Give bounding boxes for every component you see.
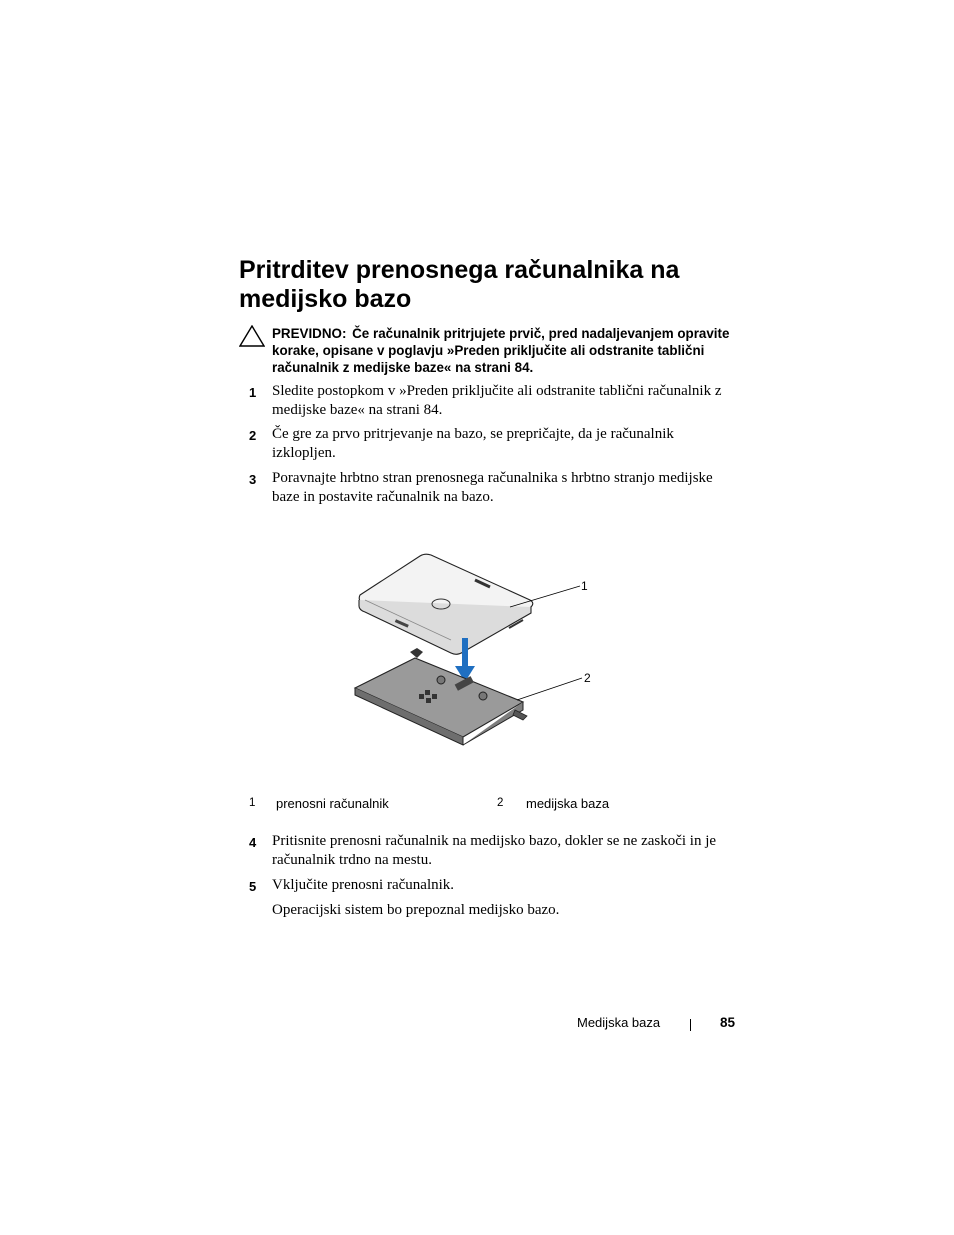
caution-label: PREVIDNO: <box>272 326 347 341</box>
docking-illustration <box>345 540 605 770</box>
legend-number: 2 <box>497 797 504 809</box>
caution-text <box>272 325 742 376</box>
step-number: 2 <box>249 428 257 443</box>
step-number: 5 <box>249 879 257 894</box>
caution-body: Če računalnik pritrjujete prvič, pred nadaljevanjem opravite korake, opisane v poglavju »Preden priključite ali odstranite tablični računalnik z medijske baze« na strani 84. <box>272 326 730 375</box>
step-text: Sledite postopkom v »Preden priključite ali odstranite tablični računalnik z medijske baze« na strani 84. <box>272 383 722 418</box>
footer-separator <box>690 1019 691 1031</box>
step-number: 3 <box>249 472 257 487</box>
page-number: 85 <box>720 1015 736 1030</box>
callout-2: 2 <box>584 671 591 685</box>
footer-section: Medijska baza <box>577 1015 661 1030</box>
step-text: Če gre za prvo pritrjevanje na bazo, se prepričajte, da je računalnik izklopljen. <box>272 426 674 461</box>
callout-1: 1 <box>581 579 588 593</box>
page-title: Pritrditev prenosnega računalnika na medijsko bazo <box>239 256 680 313</box>
media-base-drawing <box>355 648 527 745</box>
step-number: 4 <box>249 835 257 850</box>
step-number: 1 <box>249 385 257 400</box>
step-text: Pritisnite prenosni računalnik na medijsko bazo, dokler se ne zaskoči in je računalnik trdno na mestu. <box>272 833 717 868</box>
result-paragraph: Operacijski sistem bo prepoznal medijsko bazo. <box>272 902 560 918</box>
legend-number: 1 <box>249 797 256 809</box>
legend-label: medijska baza <box>526 796 610 811</box>
step-text: Vključite prenosni računalnik. <box>272 877 455 893</box>
laptop-drawing <box>359 554 533 654</box>
caution-triangle-icon <box>239 325 265 347</box>
legend-label: prenosni računalnik <box>276 796 389 811</box>
step-text: Poravnajte hrbtno stran prenosnega računalnika s hrbtno stranjo medijske baze in postavite računalnik na bazo. <box>272 470 713 505</box>
